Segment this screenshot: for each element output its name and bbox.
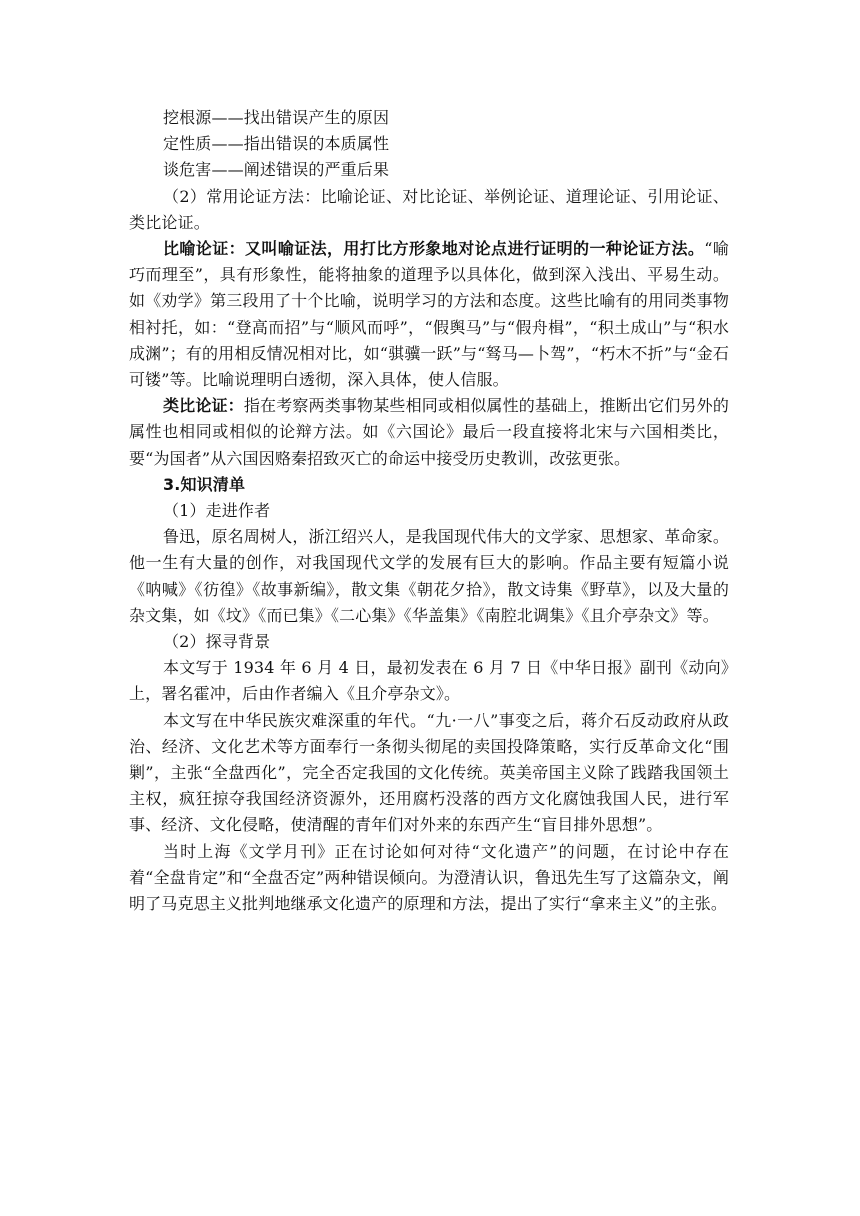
line-dig-root: 挖根源——找出错误产生的原因 <box>163 108 390 127</box>
document-page <box>129 105 729 917</box>
line-harm: 谈危害——阐述错误的严重后果 <box>163 160 390 180</box>
comparison-title: 类比论证： <box>163 396 244 416</box>
background-paragraph-1: 本文写于 1934 年 6 月 4 日，最初发表在 6 月 7 日《中华日报》副刊《动向》上，署名霍冲，后由作者编入《且介亭杂文》。 <box>129 658 729 704</box>
comparison-paragraph <box>129 393 729 472</box>
comparison-body: 指在考察两类事物某些相同或相似属性的基础上，推断出它们另外的属性也相同或相似的论辩方法。如《六国论》最后一段直接将北宋与六国相类比，要“为国者”从六国因赂秦招致灭亡的命运中接受历史教训，改弦更张。 <box>129 396 729 468</box>
analogy-paragraph <box>129 236 729 393</box>
background-heading: （2）探寻背景 <box>163 632 271 652</box>
section-heading-knowledge: 3.知识清单 <box>163 474 246 494</box>
background-paragraph-3: 当时上海《文学月刊》正在讨论如何对待“文化遗产”的问题，在讨论中存在着“全盘肯定”和“全盘否定”两种错误倾向。为澄清认识，鲁迅先生写了这篇杂文，阐明了马克思主义批判地继承文化遗产的原理和方法，提出了实行“拿来主义”的主张。 <box>129 841 729 914</box>
line-define-nature: 定性质——指出错误的本质属性 <box>163 134 390 154</box>
analogy-body: “喻巧而理至”，具有形象性，能将抽象的道理予以具体化，做到深入浅出、平易生动。如《劝学》第三段用了十个比喻，说明学习的方法和态度。这些比喻有的用同类事物相衬托，如：“登高而招”与“顺风而呼”，“假舆马”与“假舟楫”，“积土成山”与“积水成渊”；有的用相反情况相对比，如“骐骥一跃”与“驽马—卜驾”，“朽木不折”与“金石可镂”等。比喻说理明白透彻，深入具体，使人信服。 <box>129 239 729 390</box>
author-paragraph: 鲁迅，原名周树人，浙江绍兴人，是我国现代伟大的文学家、思想家、革命家。他一生有大量的创作，对我国现代文学的发展有巨大的影响。作品主要有短篇小说《呐喊》《彷徨》《故事新编》，散文集《朝花夕拾》，散文诗集《野草》，以及大量的杂文集，如《坟》《而已集》《二心集》《华盖集》《南腔北调集》《且介亭杂文》等。 <box>129 527 729 625</box>
author-heading: （1）走进作者 <box>163 501 271 521</box>
background-paragraph-2: 本文写在中华民族灾难深重的年代。“九·一八”事变之后，蒋介石反动政府从政治、经济、文化艺术等方面奉行一条彻头彻尾的卖国投降策略，实行反革命文化“围剿”，主张“全盘西化”，完全否定我国的文化传统。英美帝国主义除了践踏我国领土主权，疯狂掠夺我国经济资源外，还用腐朽没落的西方文化腐蚀我国人民，进行军事、经济、文化侵略，使清醒的青年们对外来的东西产生“盲目排外思想”。 <box>129 710 729 835</box>
methods-paragraph: （2）常用论证方法：比喻论证、对比论证、举例论证、道理论证、引用论证、类比论证。 <box>129 186 729 232</box>
analogy-title: 比喻论证：又叫喻证法，用打比方形象地对论点进行证明的一种论证方法。 <box>163 239 705 259</box>
